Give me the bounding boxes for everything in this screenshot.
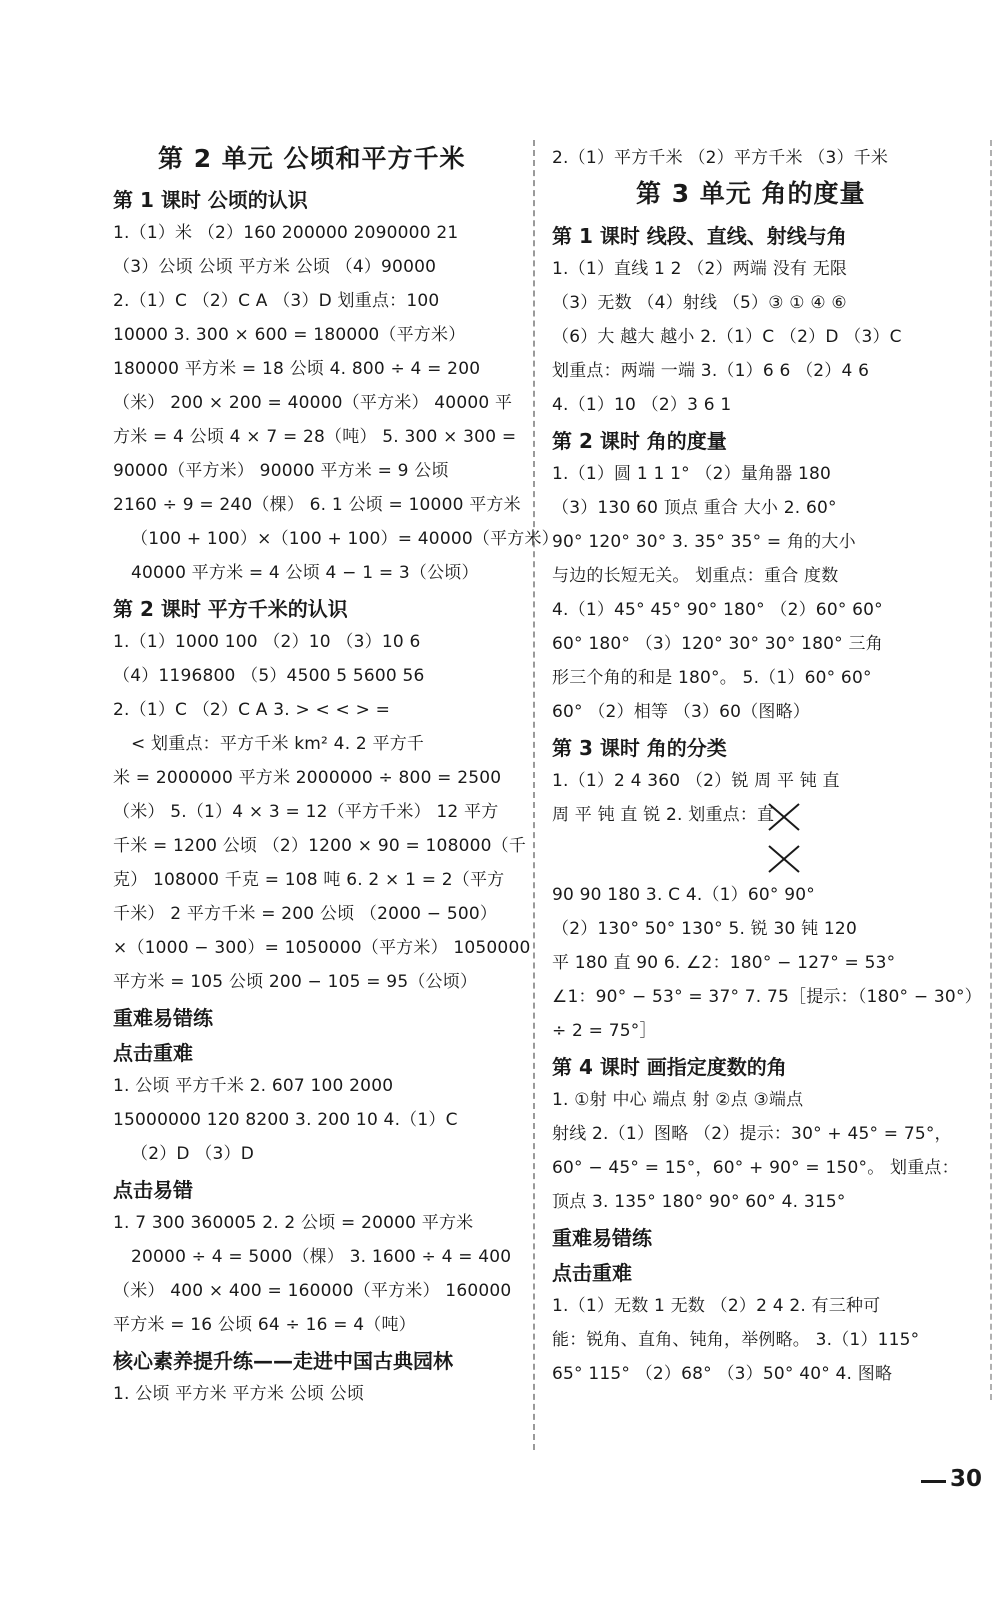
left-answer-line: 1. 公顷 平方千米 2. 607 100 2000: [113, 1076, 394, 1096]
right-answer-line: 60° （2）相等 （3）60（图略）: [552, 702, 811, 722]
left-answer-line: 180000 平方米 = 18 公顷 4. 800 ÷ 4 = 200: [113, 359, 481, 379]
right-answer-line: （3）无数 （4）射线 （5）③ ① ④ ⑥: [552, 293, 847, 313]
right-answer-line: 划重点：两端 一端 3.（1）6 6 （2）4 6: [552, 361, 870, 381]
left-answer-line: （米） 5.（1）4 × 3 = 12（平方千米） 12 平方: [113, 802, 499, 822]
right-section-heading: 重难易错练: [552, 1226, 652, 1250]
intersecting-lines-figure: [766, 800, 802, 880]
right-section-heading: 点击重难: [552, 1261, 632, 1285]
right-answer-line: 射线 2.（1）图略 （2）提示：30° + 45° = 75°，: [552, 1124, 952, 1144]
left-answer-line: 20000 ÷ 4 = 5000（棵） 3. 1600 ÷ 4 = 400: [131, 1247, 512, 1267]
right-answer-line: 周 平 钝 直 锐 2. 划重点：直: [552, 805, 775, 825]
left-answer-line: 40000 平方米 = 4 公顷 4 − 1 = 3（公顷）: [131, 563, 479, 583]
right-answer-line: 形三个角的和是 180°。 5.（1）60° 60°: [552, 668, 872, 688]
left-section-heading: 重难易错练: [113, 1006, 213, 1030]
right-answer-line: 90 90 180 3. C 4.（1）60° 90°: [552, 885, 815, 905]
left-answer-line: 平方米 = 16 公顷 64 ÷ 16 = 4（吨）: [113, 1315, 416, 1335]
left-answer-line: 千米 = 1200 公顷 （2）1200 × 90 = 108000（千: [113, 836, 527, 856]
left-answer-line: （米） 400 × 400 = 160000（平方米） 160000: [113, 1281, 512, 1301]
continued-answer-line: 2.（1）平方千米 （2）平方千米 （3）千米: [552, 148, 889, 168]
right-answer-line: 60° 180° （3）120° 30° 30° 180° 三角: [552, 634, 883, 654]
right-answer-line: 60° − 45° = 15°，60° + 90° = 150°。 划重点：: [552, 1158, 959, 1178]
right-answer-line: 65° 115° （2）68° （3）50° 40° 4. 图略: [552, 1364, 893, 1384]
left-answer-line: 1. 公顷 平方米 平方米 公顷 公顷: [113, 1384, 365, 1404]
left-answer-line: ×（1000 − 300）= 1050000（平方米） 1050000: [113, 938, 531, 958]
left-answer-line: 1. 7 300 360005 2. 2 公顷 = 20000 平方米: [113, 1213, 474, 1233]
right-answer-line: 与边的长短无关。 划重点：重合 度数: [552, 566, 839, 586]
right-answer-line: ∠1：90° − 53° = 37° 7. 75［提示：（180° − 30°）: [552, 987, 982, 1007]
left-answer-line: 2.（1）C （2）C A 3. > < < > =: [113, 700, 391, 720]
left-answer-line: 2160 ÷ 9 = 240（棵） 6. 1 公顷 = 10000 平方米: [113, 495, 521, 515]
left-answer-line: 2.（1）C （2）C A （3）D 划重点：100: [113, 291, 440, 311]
left-answer-line: （米） 200 × 200 = 40000（平方米） 40000 平: [113, 393, 513, 413]
right-section-heading: 第 3 课时 角的分类: [552, 736, 727, 760]
right-answer-line: 平 180 直 90 6. ∠2：180° − 127° = 53°: [552, 953, 896, 973]
left-answer-line: 方米 = 4 公顷 4 × 7 = 28（吨） 5. 300 × 300 =: [113, 427, 517, 447]
left-answer-line: 克） 108000 千克 = 108 吨 6. 2 × 1 = 2（平方: [113, 870, 505, 890]
right-answer-line: 1.（1）圆 1 1 1° （2）量角器 180: [552, 464, 832, 484]
left-answer-line: 15000000 120 8200 3. 200 10 4.（1）C: [113, 1110, 458, 1130]
right-answer-line: 1.（1）直线 1 2 （2）两端 没有 无限: [552, 259, 848, 279]
left-answer-line: < 划重点：平方千米 km² 4. 2 平方千: [131, 734, 425, 754]
left-answer-line: 90000（平方米） 90000 平方米 = 9 公顷: [113, 461, 449, 481]
left-section-heading: 核心素养提升练——走进中国古典园林: [113, 1349, 453, 1373]
page-number-dash: [921, 1480, 946, 1483]
right-answer-line: 1.（1）无数 1 无数 （2）2 4 2. 有三种可: [552, 1296, 881, 1316]
right-answer-line: 4.（1）10 （2）3 6 1: [552, 395, 732, 415]
unit-3-title: 第 3 单元 角的度量: [636, 179, 866, 208]
right-section-heading: 第 1 课时 线段、直线、射线与角: [552, 224, 847, 248]
left-answer-line: （100 + 100）×（100 + 100）= 40000（平方米）: [131, 529, 559, 549]
right-answer-line: 1.（1）2 4 360 （2）锐 周 平 钝 直: [552, 771, 840, 791]
left-answer-line: 1.（1）米 （2）160 200000 2090000 21: [113, 223, 459, 243]
right-answer-line: 90° 120° 30° 3. 35° 35° = 角的大小: [552, 532, 856, 552]
left-answer-line: 米 = 2000000 平方米 2000000 ÷ 800 = 2500: [113, 768, 502, 788]
right-answer-line: 顶点 3. 135° 180° 90° 60° 4. 315°: [552, 1192, 846, 1212]
left-section-heading: 点击易错: [113, 1178, 193, 1202]
right-answer-line: （2）130° 50° 130° 5. 锐 30 钝 120: [552, 919, 857, 939]
page-number: 30: [950, 1466, 983, 1492]
right-section-heading: 第 4 课时 画指定度数的角: [552, 1055, 787, 1079]
left-section-heading: 第 1 课时 公顷的认识: [113, 188, 308, 212]
right-answer-line: 4.（1）45° 45° 90° 180° （2）60° 60°: [552, 600, 883, 620]
left-answer-line: 1.（1）1000 100 （2）10 （3）10 6: [113, 632, 421, 652]
right-answer-line: 1. ①射 中心 端点 射 ②点 ③端点: [552, 1090, 804, 1110]
right-answer-line: ÷ 2 = 75°］: [552, 1021, 657, 1041]
column-divider: [533, 140, 535, 1450]
left-answer-line: （2）D （3）D: [131, 1144, 255, 1164]
left-section-heading: 点击重难: [113, 1041, 193, 1065]
left-answer-line: 10000 3. 300 × 600 = 180000（平方米）: [113, 325, 466, 345]
right-answer-line: 能：锐角、直角、钝角，举例略。 3.（1）115°: [552, 1330, 920, 1350]
right-answer-line: （6）大 越大 越小 2.（1）C （2）D （3）C: [552, 327, 902, 347]
left-answer-line: （3）公顷 公顷 平方米 公顷 （4）90000: [113, 257, 437, 277]
left-section-heading: 第 2 课时 平方千米的认识: [113, 597, 348, 621]
left-answer-line: 千米） 2 平方千米 = 200 公顷 （2000 − 500）: [113, 904, 498, 924]
left-answer-line: 平方米 = 105 公顷 200 − 105 = 95（公顷）: [113, 972, 478, 992]
left-answer-line: （4）1196800 （5）4500 5 5600 56: [113, 666, 425, 686]
unit-2-title: 第 2 单元 公顷和平方千米: [158, 144, 466, 173]
page-edge-line: [990, 140, 992, 1400]
right-answer-line: （3）130 60 顶点 重合 大小 2. 60°: [552, 498, 837, 518]
right-section-heading: 第 2 课时 角的度量: [552, 429, 727, 453]
